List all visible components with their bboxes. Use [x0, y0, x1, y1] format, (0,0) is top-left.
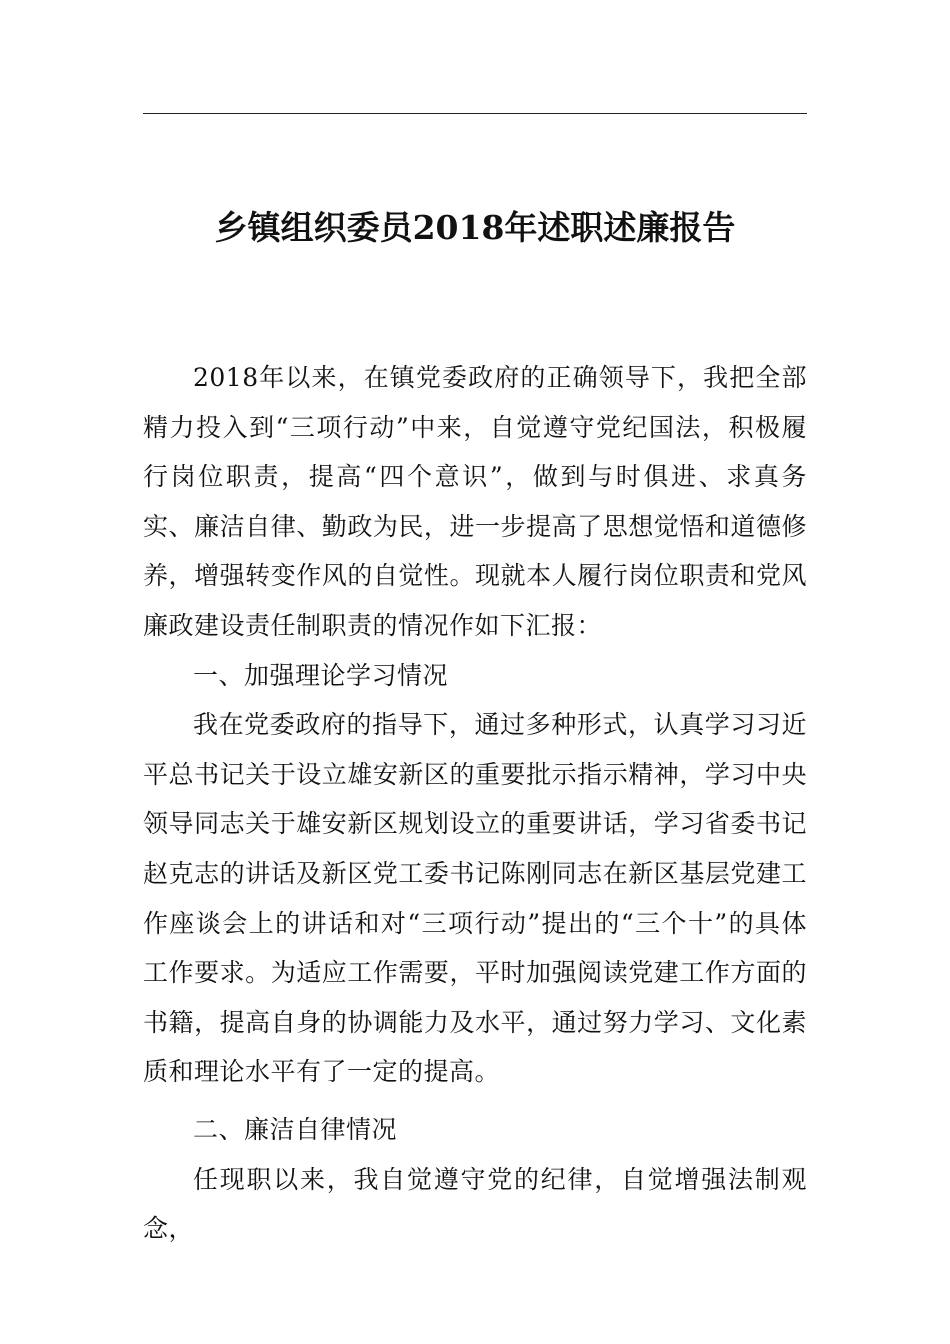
paragraph-intro: 2018年以来，在镇党委政府的正确领导下，我把全部精力投入到“三项行动”中来，自觉遵守党纪国法，积极履行岗位职责，提高“四个意识”，做到与时俱进、求真务实、廉洁自律、勤政为民，进一步提高了思想觉悟和道德修养，增强转变作风的自觉性。现就本人履行岗位职责和党风廉政建设责任制职责的情况作如下汇报： — [143, 363, 807, 640]
paragraph-integrity: 任现职以来，我自觉遵守党的纪律，自觉增强法制观念， — [143, 1164, 807, 1244]
section-heading-2: 二、廉洁自律情况 — [193, 1114, 398, 1144]
header-rule — [143, 113, 807, 114]
document-body — [143, 353, 807, 1254]
paragraph-theory-study: 我在党委政府的指导下，通过多种形式，认真学习习近平总书记关于设立雄安新区的重要批示指示精神，学习中央领导同志关于雄安新区规划设立的重要讲话，学习省委书记赵克志的讲话及新区党工委书记陈刚同志在新区基层党建工作座谈会上的讲话和对“三项行动”提出的“三个十”的具体工作要求。为适应工作需要，平时加强阅读党建工作方面的书籍，提高自身的协调能力及水平，通过努力学习、文化素质和理论水平有了一定的提高。 — [143, 710, 807, 1087]
document-title: 乡镇组织委员2018年述职述廉报告 — [214, 208, 736, 247]
section-heading-1: 一、加强理论学习情况 — [193, 660, 449, 690]
